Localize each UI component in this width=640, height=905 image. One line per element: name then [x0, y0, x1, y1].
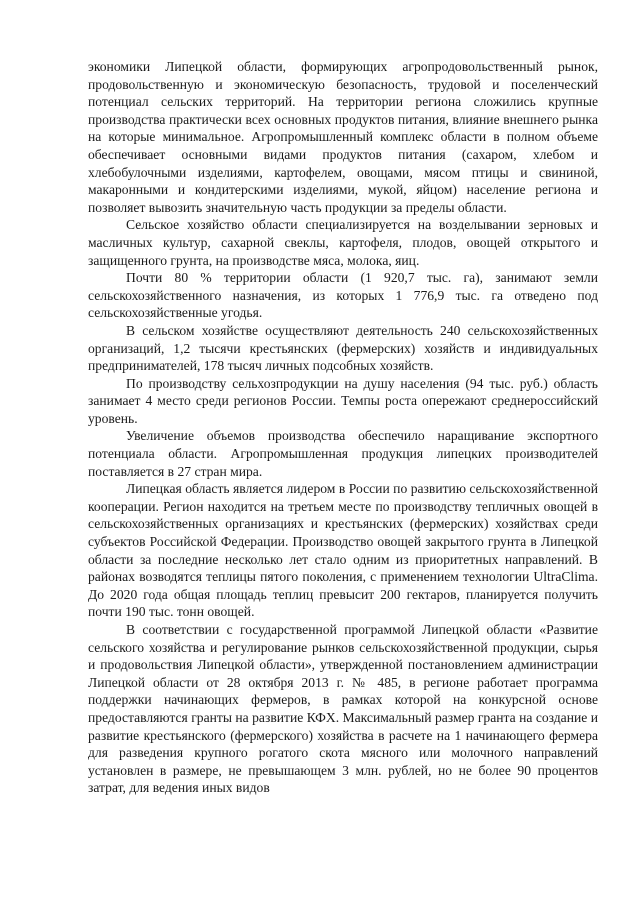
- paragraph-production-per-capita: По производству сельхозпродукции на душу населения (94 тыс. руб.) область занимает 4 место среди регионов России. Темпы роста опережают среднероссийский уровень.: [88, 375, 598, 426]
- paragraph-export: Увеличение объемов производства обеспечило наращивание экспортного потенциала области. Агропромышленная продукция липецких производителей поставляется в 27 стран мира.: [88, 428, 598, 479]
- paragraph-farm-counts: В сельском хозяйстве осуществляют деятельность 240 сельскохозяйственных организаций, 1,2 тысячи крестьянских (фермерских) хозяйств и индивидуальных предпринимателей, 178 тысяч личных подсобных хозяйств.: [88, 322, 598, 374]
- document-page: [88, 58, 598, 797]
- paragraph-regional-economy: экономики Липецкой области, формирующих агропродовольственный рынок, продовольственную и экономическую безопасность, трудовой и поселенческий потенциал сельских территорий. На территории региона сложились крупные производства практически всех основных продуктов питания, влияние внешнего рынка на которые минимальное. Агропромышленный комплекс области в полном объеме обеспечивает основными видами продуктов питания (сахаром, хлебом и хлебобулочными изделиями, картофелем, овощами, мясом птицы и свининой, макаронными и кондитерскими изделиями, мукой, яйцом) население региона и позволяет вывозить значительную часть продукции за пределы области.: [88, 59, 598, 215]
- paragraph-agriculture-specialization: Сельское хозяйство области специализируется на возделывании зерновых и масличных культур, сахарной свеклы, картофеля, плодов, овощей открытого и защищенного грунта, на производстве мяса, молока, яиц.: [88, 217, 598, 268]
- paragraph-cooperation-greenhouses: Липецкая область является лидером в России по развитию сельскохозяйственной кооперации. Регион находится на третьем месте по производству тепличных овощей в сельскохозяйственных организациях и крестьянских (фермерских) хозяйствах среди субъектов Российской Федерации. Производство овощей закрытого грунта в Липецкой области за последние несколько лет стало одним из приоритетных направлений. В районах возводятся теплицы пятого поколения, с применением технологии UltraClima. До 2020 года общая площадь теплиц превысит 200 гектаров, планируется получить почти 190 тыс. тонн овощей.: [88, 481, 598, 620]
- paragraph-state-program-grants: В соответствии с государственной программой Липецкой области «Развитие сельского хозяйства и регулирование рынков сельскохозяйственной продукции, сырья и продовольствия Липецкой области», утвержденной постановлением администрации Липецкой области от 28 октября 2013 г. № 485, в регионе работает программа поддержки начинающих фермеров, в рамках которой на конкурсной основе предоставляются гранты на развитие КФХ. Максимальный размер гранта на создание и развитие крестьянского (фермерского) хозяйства в расчете на 1 начинающего фермера для разведения крупного рогатого скота мясного или молочного направлений установлен в размере, не превышающем 3 млн. рублей, но не более 90 процентов затрат, для ведения иных видов: [88, 622, 598, 796]
- paragraph-land-use: Почти 80 % территории области (1 920,7 тыс. га), занимают земли сельскохозяйственного назначения, из которых 1 776,9 тыс. га отведено под сельскохозяйственные угодья.: [88, 270, 598, 321]
